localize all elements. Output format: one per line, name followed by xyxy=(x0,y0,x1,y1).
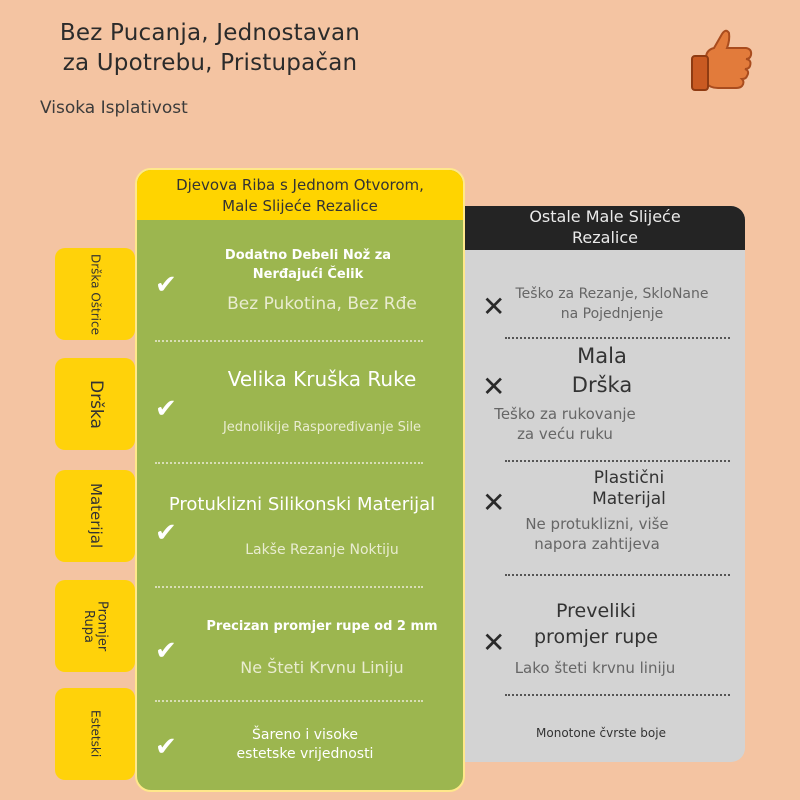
thumbs-up-icon xyxy=(688,28,756,96)
other-row-3-title: Plastični Materijal xyxy=(592,468,666,509)
other-row-1-text: Teško za Rezanje, SkloNane na Pojednjenje xyxy=(515,286,709,322)
our-column-header: Djevova Riba s Jednom Otvorom, Male Slijeće Rezalice xyxy=(137,170,463,220)
other-divider xyxy=(505,694,730,696)
side-label-material: Materijal xyxy=(55,470,135,562)
check-icon: ✔ xyxy=(155,636,177,666)
row-divider xyxy=(155,700,423,702)
other-divider xyxy=(505,460,730,462)
our-row-1-title: Dodatno Debeli Nož za Nerđajući Čelik xyxy=(224,248,392,282)
side-label-hole-diameter: Promjer Rupa xyxy=(55,580,135,672)
cross-icon: ✕ xyxy=(482,626,506,659)
row-divider xyxy=(155,340,423,342)
our-row-4-title: Precizan promjer rupe od 2 mm xyxy=(206,619,438,634)
our-row-1-subtitle: Bez Pukotina, Bez Rđe xyxy=(227,294,417,314)
row-divider xyxy=(155,586,423,588)
check-icon: ✔ xyxy=(155,394,177,424)
our-row-4-subtitle: Ne Šteti Krvnu Liniju xyxy=(240,658,404,677)
check-icon: ✔ xyxy=(155,518,177,548)
our-row-2-subtitle: Jednolikije Raspoređivanje Sile xyxy=(222,420,422,435)
side-label-aesthetics: Estetski xyxy=(55,688,135,780)
check-icon: ✔ xyxy=(155,270,177,300)
our-row-3-title: Protuklizni Silikonski Materijal xyxy=(168,494,436,515)
page-subtitle: Visoka Isplativost xyxy=(40,98,188,118)
other-row-4-text: Lako šteti krvnu liniju xyxy=(514,659,676,677)
page-title-line-2: za Upotrebu, Pristupačan xyxy=(62,50,358,76)
other-column-header: Ostale Male Slijeće Rezalice xyxy=(465,206,745,250)
other-row-4-title: Preveliki promjer rupe xyxy=(533,600,658,648)
cross-icon: ✕ xyxy=(482,370,506,403)
our-row-3-subtitle: Lakše Rezanje Noktiju xyxy=(245,542,399,558)
check-icon: ✔ xyxy=(155,732,177,762)
our-row-5-title: Šareno i visoke estetske vrijednosti xyxy=(236,727,374,762)
other-row-2-title: Mala Drška xyxy=(571,344,633,397)
other-row-5-text: Monotone čvrste boje xyxy=(536,726,666,740)
our-row-2-title: Velika Kruška Ruke xyxy=(227,367,417,391)
other-divider xyxy=(505,574,730,576)
other-row-2-text: Teško za rukovanje za veću ruku xyxy=(494,405,636,443)
row-divider xyxy=(155,462,423,464)
other-row-3-text: Ne protuklizni, više napora zahtijeva xyxy=(525,515,669,553)
other-divider xyxy=(505,337,730,339)
cross-icon: ✕ xyxy=(482,290,506,323)
side-label-handle: Drška xyxy=(55,358,135,450)
cross-icon: ✕ xyxy=(482,486,506,519)
side-label-blade-handle: Drška Oštrice xyxy=(55,248,135,340)
our-product-column xyxy=(135,168,465,792)
page-title-line-1: Bez Pucanja, Jednostavan xyxy=(59,20,361,46)
